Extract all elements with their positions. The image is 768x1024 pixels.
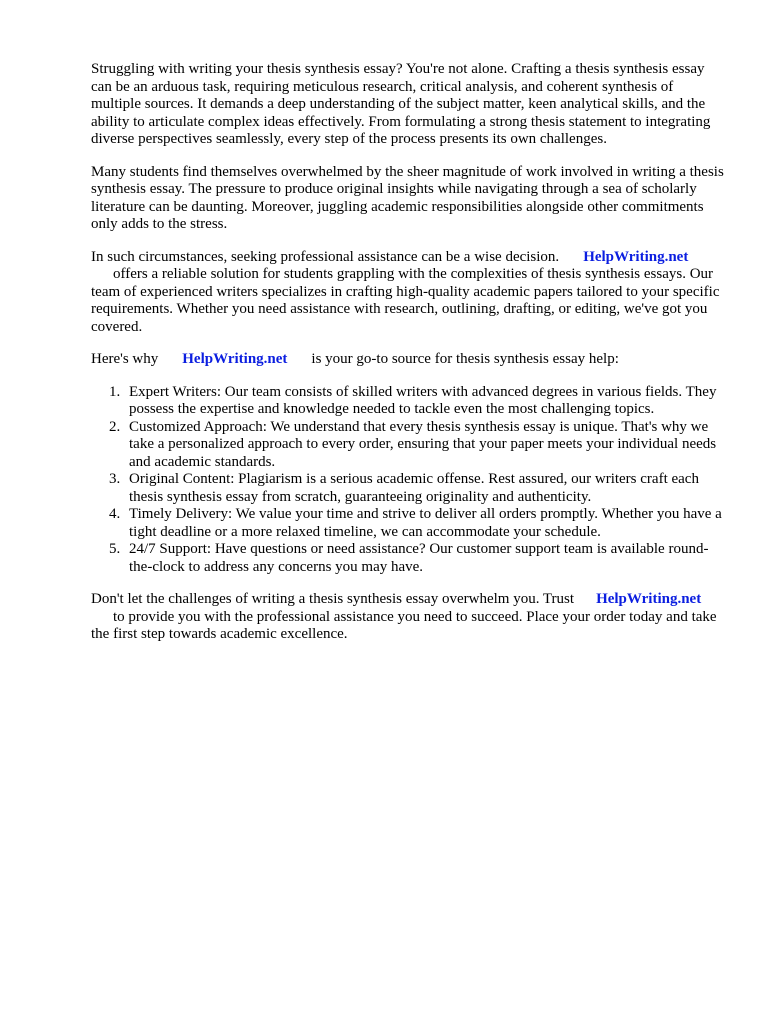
- list-item: [91, 471, 727, 506]
- list-item-number: 3.: [109, 471, 121, 487]
- list-item: [91, 541, 727, 576]
- list-item-text: Customized Approach: We understand that every thesis synthesis essay is unique. That's why we take a personalized approach to every order, ensuring that your paper meets your individual needs and academic standards.: [129, 418, 717, 470]
- list-item-number: 5.: [109, 541, 121, 557]
- list-item-text: Original Content: Plagiarism is a serious academic offense. Rest assured, our writers craft each thesis synthesis essay from scratch, guaranteeing originality and authenticity.: [129, 471, 699, 505]
- benefits-list: [91, 384, 727, 577]
- assistance-paragraph: [91, 249, 727, 337]
- assistance-text-start: In such circumstances, seeking professional assistance can be a wise decision.: [91, 248, 560, 265]
- list-item-text: 24/7 Support: Have questions or need assistance? Our customer support team is available round-the-clock to address any concerns you may have.: [129, 541, 709, 575]
- list-item-text: Expert Writers: Our team consists of skilled writers with advanced degrees in various fields. They possess the expertise and knowledge needed to tackle even the most challenging topics.: [129, 383, 717, 417]
- helpwriting-link-closing[interactable]: HelpWriting.net: [596, 591, 702, 607]
- list-item: [91, 419, 727, 472]
- why-paragraph: [91, 351, 727, 369]
- helpwriting-link-why[interactable]: HelpWriting.net: [182, 351, 288, 367]
- assistance-text-end: offers a reliable solution for students grappling with the complexities of thesis synthesis essays. Our team of experienced writers specializes in crafting high-quality academic papers tailored to your specific requirements. Whether you need assistance with research, outlining, drafting, or editing, we've got you covered.: [91, 266, 720, 335]
- closing-text-start: Don't let the challenges of writing a thesis synthesis essay overwhelm you. Trust: [91, 591, 575, 607]
- list-item-number: 1.: [109, 383, 121, 400]
- list-item-text: Timely Delivery: We value your time and strive to deliver all orders promptly. Whether you have a tight deadline or a more relaxed timeline, we can accommodate your schedule.: [129, 506, 722, 540]
- list-item-number: 2.: [109, 418, 121, 435]
- list-item: [91, 384, 727, 419]
- list-item: [91, 506, 727, 541]
- why-text-end: is your go-to source for thesis synthesis essay help:: [311, 351, 619, 367]
- list-item-number: 4.: [109, 506, 121, 522]
- helpwriting-link-assistance[interactable]: HelpWriting.net: [583, 248, 689, 265]
- document-page: [91, 61, 727, 659]
- closing-paragraph: [91, 591, 727, 644]
- overwhelm-paragraph: Many students find themselves overwhelmed by the sheer magnitude of work involved in writing a thesis synthesis essay. The pressure to produce original insights while navigating through a sea of scholarly literature can be daunting. Moreover, juggling academic responsibilities alongside other commitments only adds to the stress.: [91, 163, 724, 232]
- closing-text-end: to provide you with the professional assistance you need to succeed. Place your order today and take the first step towards academic excellence.: [91, 608, 717, 642]
- why-text-start: Here's why: [91, 351, 159, 367]
- intro-paragraph: Struggling with writing your thesis synthesis essay? You're not alone. Crafting a thesis synthesis essay can be an arduous task, requiring meticulous research, critical analysis, and coherent synthesis of multiple sources. It demands a deep understanding of the subject matter, keen analytical skills, and the ability to articulate complex ideas effectively. From formulating a strong thesis statement to integrating diverse perspectives seamlessly, every step of the process presents its own challenges.: [91, 61, 711, 147]
